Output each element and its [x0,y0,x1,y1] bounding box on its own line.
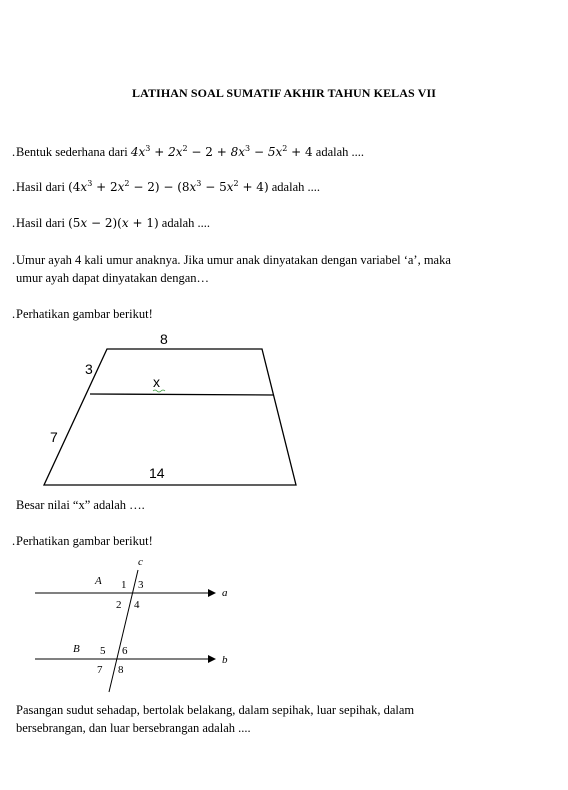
angle-7: 7 [97,664,103,676]
label-c: c [138,556,143,568]
angle-3: 3 [138,579,144,591]
question-intro: Perhatikan gambar berikut! [16,534,153,548]
label-point-a: A [95,575,102,587]
label-point-b: B [73,643,80,655]
question-text-line-1: Umur ayah 4 kali umur anaknya. Jika umur anak dinyatakan dengan variabel ‘a’, maka [16,253,451,267]
angle-1: 1 [121,579,127,591]
question-text-line-1: Pasangan sudut sehadap, bertolak belakang, dalam sepihak, luar sepihak, dalam [16,703,415,717]
label-left-upper: 3 [85,361,93,377]
angle-5: 5 [100,645,106,657]
label-x: x [153,374,160,390]
question-suffix: adalah .... [315,145,365,159]
arrow-a [208,589,216,597]
question-number: . [12,216,16,230]
question-number: . [12,180,16,194]
question-intro: Perhatikan gambar berikut! [16,307,153,321]
angle-4: 4 [134,599,140,611]
question-5-prompt: Besar nilai “x” adalah …. [16,498,145,512]
question-number: . [12,253,16,267]
label-a: a [222,587,228,599]
question-number: . [12,534,16,548]
question-suffix: adalah .... [161,216,211,230]
math-expression: $(4x^3 + 2x^2 - 2) - (8x^3 - 5x^2 + 4)$ [68,179,269,194]
math-expression: $4x^3 + 2x^2 - 2 + 8x^3 - 5x^2 + 4$ [130,144,313,159]
angle-2: 2 [116,599,122,611]
question-number: . [12,307,16,321]
question-text: Hasil dari [16,216,65,230]
question-text-line-2: umur ayah dapat dinyatakan dengan… [16,271,209,285]
label-top: 8 [160,331,168,347]
angle-8: 8 [118,664,124,676]
label-bottom: 14 [149,465,165,481]
question-text-line-2: bersebrangan, dan luar bersebrangan adalah .... [16,721,251,735]
math-expression: (5x − 2)(x + 1) [68,216,159,230]
question-6-prompt [16,701,536,737]
question-suffix: adalah .... [271,180,320,194]
label-b: b [222,654,228,666]
question-text: Hasil dari [16,180,65,194]
page-title: LATIHAN SOAL SUMATIF AKHIR TAHUN KELAS VII [131,86,437,100]
label-left-lower: 7 [50,429,58,445]
question-number: . [12,145,16,159]
question-text: Bentuk sederhana dari [16,145,128,159]
arrow-b [208,655,216,663]
angle-6: 6 [122,645,128,657]
